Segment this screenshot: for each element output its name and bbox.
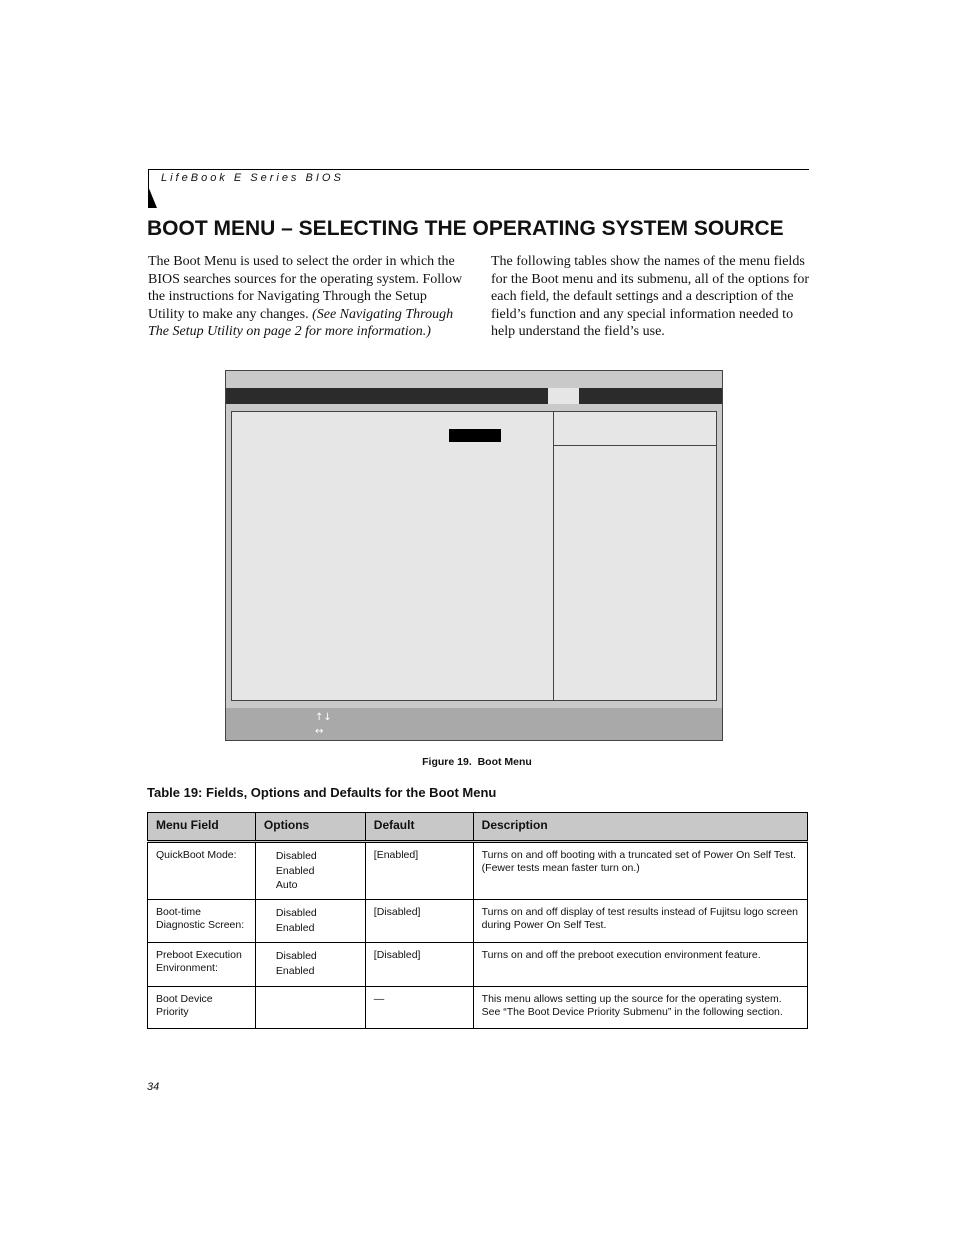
option-item: Disabled: [275, 950, 317, 962]
options-cell: [255, 842, 365, 900]
bios-field-panel: [232, 412, 554, 700]
arrow-leftright-icon: ↔: [315, 726, 324, 737]
bios-help-header: [554, 412, 716, 446]
bios-active-tab: [548, 388, 579, 404]
page-title: BOOT MENU – SELECTING THE OPERATING SYSTEM SOURCE: [147, 217, 784, 240]
description-cell: Turns on and off display of test results instead of Fujitsu logo screen during Power On Self Test.: [473, 900, 807, 943]
intro-left-text: The Boot Menu is used to select the order in which the BIOS searches sources for the operating system. Follow the instructions for Navigating Through the Setup Utility to make any changes.: [148, 254, 463, 322]
option-item: Enabled: [275, 921, 315, 934]
option-item: Disabled: [275, 850, 317, 862]
header-wedge-mark: [148, 186, 157, 208]
column-header: Options: [255, 813, 365, 842]
page-number: 34: [147, 1081, 160, 1093]
table-row: [148, 987, 808, 1029]
default-cell: —: [365, 987, 473, 1029]
description-cell: This menu allows setting up the source for the operating system. See “The Boot Device Priority Submenu” in the following section.: [473, 987, 807, 1029]
menu-field-cell: QuickBoot Mode:: [148, 842, 256, 900]
default-cell: [Disabled]: [365, 900, 473, 943]
option-item: Auto: [275, 879, 298, 891]
menu-field-cell: Preboot Execution Environment:: [148, 943, 256, 987]
table-header-row: [148, 813, 808, 842]
bios-menu-bar: [226, 388, 722, 404]
intro-right-paragraph: The following tables show the names of the menu fields for the Boot menu and its submenu, all of the options for each field, the default settings and a description of the field’s function and any special information needed to help understand the field’s use.: [491, 254, 810, 339]
bios-selected-value: [449, 429, 501, 442]
column-header: Default: [365, 813, 473, 842]
bios-main-panel: [231, 411, 717, 701]
description-cell: Turns on and off booting with a truncated set of Power On Self Test. (Fewer tests mean faster turn on.): [473, 842, 807, 900]
figure-caption-text: Boot Menu: [477, 756, 532, 768]
running-head: LifeBook E Series BIOS: [161, 172, 344, 184]
figure-number: Figure 19.: [422, 756, 472, 768]
table-row: [148, 842, 808, 900]
table-title: Table 19: Fields, Options and Defaults for the Boot Menu: [147, 785, 497, 800]
options-cell: [255, 900, 365, 943]
boot-menu-table: [147, 812, 808, 1029]
option-item: Enabled: [275, 864, 315, 877]
option-item: Disabled: [275, 907, 317, 919]
options-cell: [255, 987, 365, 1029]
figure-caption: [0, 756, 954, 768]
bios-screenshot: [225, 370, 723, 741]
table-row: [148, 900, 808, 943]
options-cell: [255, 943, 365, 987]
arrow-updown-icon: ↑↓: [315, 712, 332, 723]
menu-field-cell: Boot Device Priority: [148, 987, 256, 1029]
column-header: Description: [473, 813, 807, 842]
column-header: Menu Field: [148, 813, 256, 842]
table-row: [148, 943, 808, 987]
intro-left-italic: (See Navigating Through The Setup Utility on page 2 for more information.): [148, 306, 454, 339]
description-cell: Turns on and off the preboot execution environment feature.: [473, 943, 807, 987]
bios-key-legend: [226, 708, 722, 740]
intro-left-paragraph: [148, 253, 466, 341]
default-cell: [Enabled]: [365, 842, 473, 900]
header-rule: [148, 169, 809, 170]
option-item: Enabled: [275, 964, 315, 977]
menu-field-cell: Boot-time Diagnostic Screen:: [148, 900, 256, 943]
default-cell: [Disabled]: [365, 943, 473, 987]
